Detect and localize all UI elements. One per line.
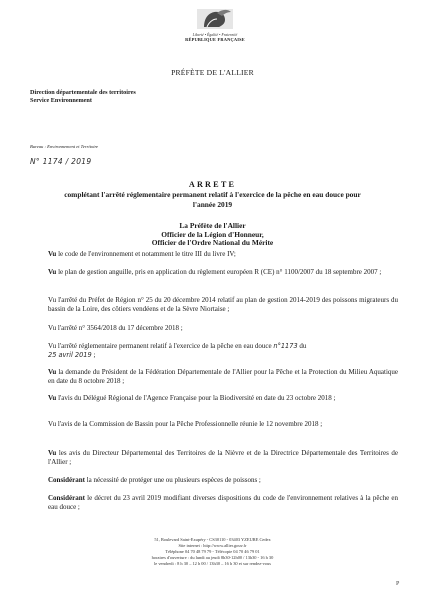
page-mark: P	[396, 581, 400, 587]
reference-handwritten: 1174 / 2019	[42, 157, 92, 166]
visa-lead: Vu	[48, 394, 57, 402]
visa-paragraph	[48, 342, 398, 361]
footer-address	[0, 537, 425, 567]
visa-text: le plan de gestion anguille, pris en application du règlement européen R (CE) n° 1100/2007 du 18 septembre 2007 ;	[58, 268, 382, 276]
footer-website: Site internet : http://www.allier.gouv.fr	[178, 543, 247, 548]
visa-paragraph	[48, 296, 398, 315]
prefete-block	[0, 222, 425, 248]
considerant-paragraph	[48, 494, 398, 513]
prefete-name: La Préfète de l'Allier	[179, 221, 246, 230]
handwritten-arrete-number: n°1173	[273, 342, 298, 350]
visa-text: Vu l'arrêté réglementaire permanent relatif à l'exercice de la pêche en eau douce	[48, 342, 272, 350]
document-title	[0, 180, 425, 209]
footer-address-line: 51, Boulevard Saint-Exupéry - CS30110 - 03403 YZEURE Cedex	[154, 537, 271, 542]
footer-phone: Téléphone 04 70 48 79 79 - Télécopie 04 70 46 79 01	[165, 549, 260, 554]
visa-lead: Vu	[48, 250, 57, 258]
visa-text: le code de l'environnement et notamment le titre III du livre IV;	[58, 250, 236, 258]
visa-text-du: du	[299, 342, 307, 350]
visa-text: Vu l'avis de la Commission de Bassin pour la Pêche Professionnelle réunie le 12 novembre 2018 ;	[48, 420, 323, 428]
logo-republique: RÉPUBLIQUE FRANÇAISE	[185, 37, 245, 42]
visa-lead: Vu	[48, 268, 57, 276]
footer-hours-friday: le vendredi : 8 h 30 – 12 h 00 / 13h30 – 16 h 30 et sur rendez-vous	[154, 561, 271, 566]
visa-paragraph	[48, 324, 398, 333]
visa-lead: Vu	[48, 368, 57, 376]
visa-paragraph	[48, 268, 398, 277]
visa-lead: Vu	[48, 449, 57, 457]
service-line: Service Environnement	[30, 96, 92, 104]
title-arrete: ARRETE	[188, 180, 237, 189]
marianne-icon	[195, 6, 235, 32]
logo-motto: Liberté • Égalité • Fraternité	[192, 33, 238, 37]
footer-hours: horaires d'ouverture : du lundi au jeudi 8h30-12h00 / 13h30 - 16 h 30	[151, 555, 274, 560]
visa-paragraph	[48, 449, 398, 468]
visa-paragraph	[48, 368, 398, 387]
considerant-text: le décret du 23 avril 2019 modifiant diverses dispositions du code de l'environnement relatives à la pêche en eau douce ;	[48, 494, 398, 512]
considerant-lead: Considérant	[48, 494, 85, 502]
prefete-title-2: Officier de l'Ordre National du Mérite	[151, 238, 274, 248]
visa-text: Vu l'arrêté n° 3564/2018 du 17 décembre 2018 ;	[48, 324, 183, 332]
visa-paragraph	[48, 394, 398, 403]
bureau-line: Bureau : Environnement et Territoire	[30, 144, 99, 149]
considerant-paragraph	[48, 476, 398, 485]
visa-paragraph	[48, 420, 398, 429]
visa-text: les avis du Directeur Départemental des Territoires de la Nièvre et de la Directrice Départementale des Territoires de l'Allier ;	[48, 449, 398, 467]
considerant-text: la nécessité de protéger une ou plusieurs espèces de poissons ;	[86, 476, 261, 484]
visa-text: Vu l'arrêté du Préfet de Région n° 25 du 20 décembre 2014 relatif au plan de gestion 2014-2019 des poissons migrateurs du bassin de la Loire, des côtiers vendéens et de la Sèvre Niortaise ;	[48, 296, 398, 314]
marianne-logo	[180, 6, 250, 58]
direction-line: Direction départementale des territoires	[30, 89, 136, 96]
handwritten-date: 25 avril 2019	[48, 351, 92, 360]
reference-number	[30, 157, 91, 166]
visa-text-end: ;	[93, 351, 96, 360]
prefecture-heading: PRÉFÈTE DE L'ALLIER	[171, 68, 254, 77]
title-subject: complétant l'arrêté réglementaire permanent relatif à l'exercice de la pêche en eau douce pour l'année 2019	[64, 190, 361, 209]
visa-text: la demande du Président de la Fédération Départementale de l'Allier pour la Pêche et la Protection du Milieu Aquatique en date du 8 octobre 2018 ;	[48, 368, 399, 386]
considerant-lead: Considérant	[48, 476, 85, 484]
visa-paragraph	[48, 250, 398, 259]
visa-text: l'avis du Délégué Régional de l'Agence Française pour la Biodiversité en date du 23 octobre 2018 ;	[58, 394, 336, 402]
direction-block	[30, 89, 136, 104]
reference-prefix: N°	[30, 157, 40, 166]
prefete-title-1: Officier de la Légion d'Honneur,	[161, 229, 264, 239]
